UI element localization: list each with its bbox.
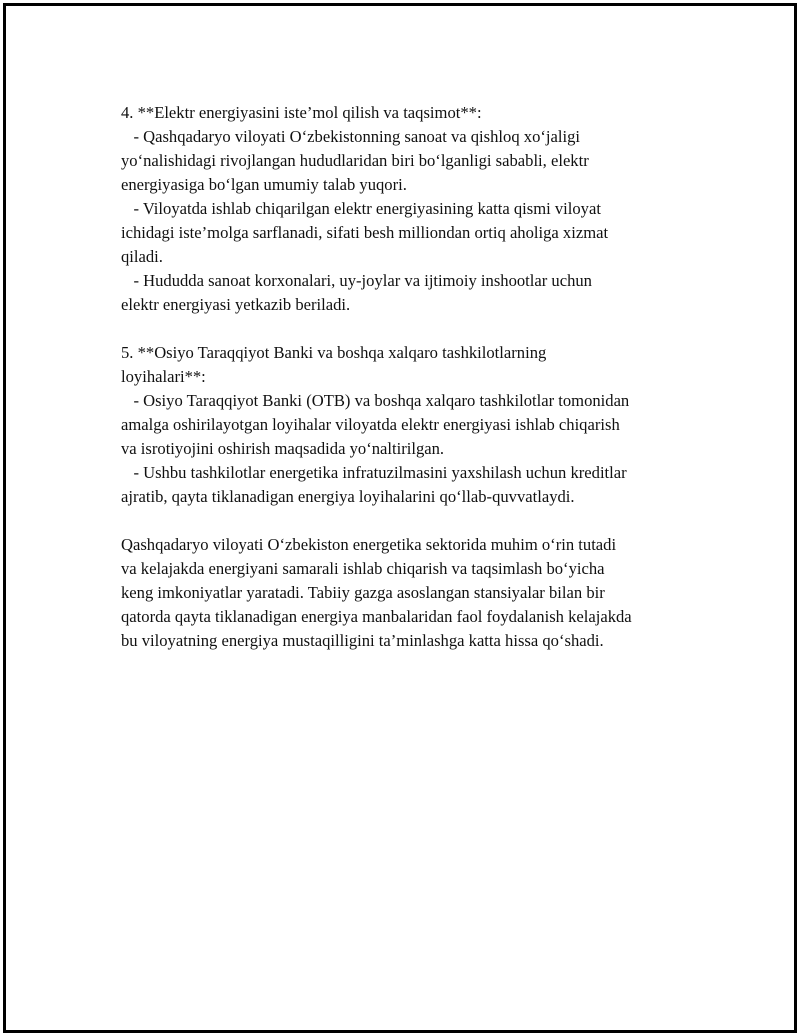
text-line: bu viloyatning energiya mustaqilligini ta’minlashga katta hissa qo‘shadi. [121,631,604,650]
text-line: Qashqadaryo viloyati O‘zbekiston energetika sektorida muhim o‘rin tutadi [121,535,617,554]
text-line: va isrotiyojini oshirish maqsadida yo‘naltirilgan. [121,439,445,458]
text-line: va kelajakda energiyani samarali ishlab chiqarish va taqsimlash bo‘yicha [121,559,605,578]
text-line: energiyasiga bo‘lgan umumiy talab yuqori. [121,175,407,194]
text-line: yo‘nalishidagi rivojlangan hududlaridan biri bo‘lganligi sababli, elektr [121,151,589,170]
text-line: - Hududda sanoat korxonalari, uy-joylar va ijtimoiy inshootlar uchun [121,271,592,290]
text-line: elektr energiyasi yetkazib beriladi. [121,295,351,314]
document-body [121,101,701,653]
paragraph-gap [121,317,701,341]
text-line: qiladi. [121,247,163,266]
text-line: loyihalari**: [121,367,206,386]
section-heading: 5. **Osiyo Taraqqiyot Banki va boshqa xalqaro tashkilotlarning [121,343,547,362]
text-line: amalga oshirilayotgan loyihalar viloyatda elektr energiyasi ishlab chiqarish [121,415,620,434]
page-frame [3,3,797,1033]
section-international-projects [121,341,701,509]
paragraph-gap [121,509,701,533]
text-line: - Ushbu tashkilotlar energetika infratuzilmasini yaxshilash uchun kreditlar [121,463,627,482]
text-line: ajratib, qayta tiklanadigan energiya loyihalarini qo‘llab-quvvatlaydi. [121,487,575,506]
text-line: - Osiyo Taraqqiyot Banki (OTB) va boshqa xalqaro tashkilotlar tomonidan [121,391,630,410]
section-electricity-consumption [121,101,701,317]
section-heading: 4. **Elektr energiyasini iste’mol qilish va taqsimot**: [121,103,482,122]
text-line: - Qashqadaryo viloyati O‘zbekistonning sanoat va qishloq xo‘jaligi [121,127,581,146]
section-conclusion [121,533,701,653]
text-line: qatorda qayta tiklanadigan energiya manbalaridan faol foydalanish kelajakda [121,607,632,626]
text-line: ichidagi iste’molga sarflanadi, sifati besh milliondan ortiq aholiga xizmat [121,223,609,242]
text-line: keng imkoniyatlar yaratadi. Tabiiy gazga asoslangan stansiyalar bilan bir [121,583,605,602]
text-line: - Viloyatda ishlab chiqarilgan elektr energiyasining katta qismi viloyat [121,199,601,218]
